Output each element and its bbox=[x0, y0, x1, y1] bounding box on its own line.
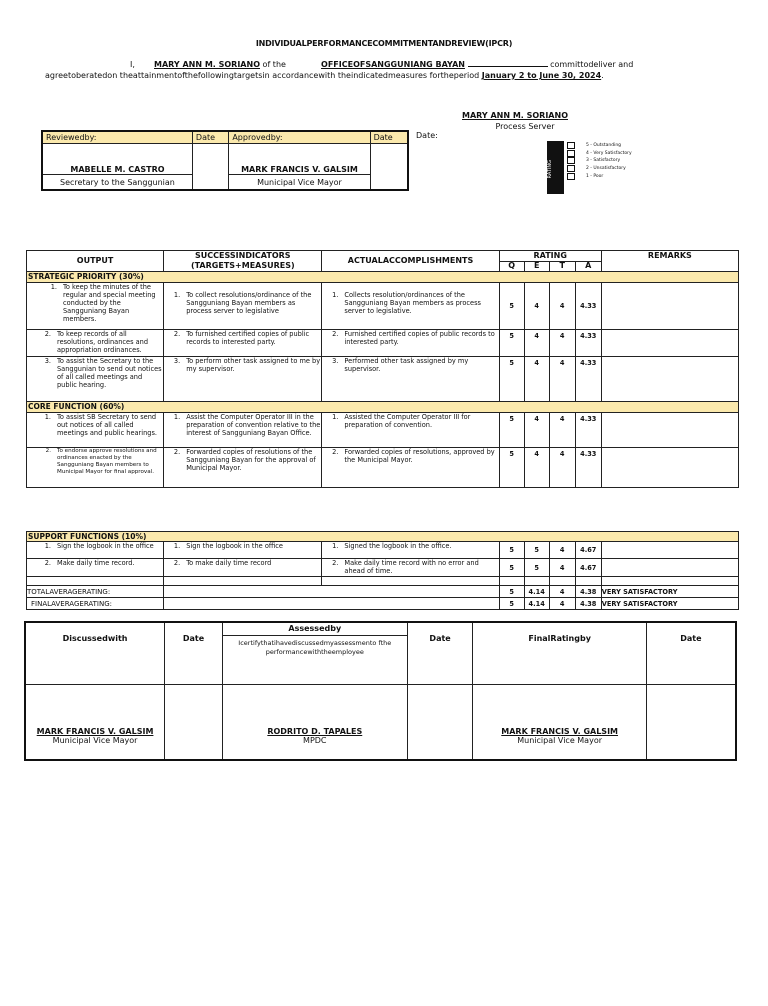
header-e: E bbox=[524, 261, 549, 272]
employee-date-label: Date: bbox=[416, 131, 438, 140]
final-rating-name: MARK FRANCIS V. GALSIM bbox=[501, 727, 619, 736]
reviewer-name: MABELLE M. CASTRO bbox=[42, 144, 192, 175]
table-row: 1. Sign the logbook in the office 1. Sign the logbook in the office 1. Signed the logbook in the office. 5 5 4 4.67 bbox=[27, 542, 739, 559]
final-date-label: Date bbox=[646, 622, 736, 685]
assessed-note: Icertifythatihavediscussedmyassessmento fthe performancewiththeemployee bbox=[238, 639, 392, 656]
total-average-label: TOTALAVERAGERATING: bbox=[27, 586, 164, 598]
table-row: 2. To keep records of all resolutions, ordinances and appropriation ordinances. 2. To furnished certified copies of public records to interested party. 2. Furnished certified copies of public records to interested party. 5 4 4 4.33 bbox=[27, 330, 739, 357]
support-section-label: SUPPORT FUNCTIONS (10%) bbox=[27, 532, 739, 542]
rating-scale-legend bbox=[567, 142, 632, 180]
header-actual-accomplishments: ACTUALACCOMPLISHMENTS bbox=[322, 251, 499, 272]
strategic-section-label: STRATEGIC PRIORITY (30%) bbox=[27, 272, 739, 283]
discussed-with-position: Municipal Vice Mayor bbox=[52, 736, 138, 745]
intro-i: I, bbox=[130, 60, 135, 69]
discussed-with-label: Discussedwith bbox=[25, 622, 165, 685]
final-average-label: FINALAVERAGERATING: bbox=[27, 598, 164, 610]
reviewed-by-label: Reviewedby: bbox=[42, 131, 192, 144]
assessed-date-label: Date bbox=[407, 622, 473, 685]
support-functions-table bbox=[26, 531, 739, 610]
intro-commit: committodeliver and bbox=[550, 60, 634, 69]
intro-text: agreetoberatedon theattainmentofthefollowingtargetsin accordancewith theindicatedmeasures fortheperiod bbox=[45, 71, 480, 80]
checkbox-icon bbox=[567, 165, 575, 172]
employee-name: MARY ANN M. SORIANO bbox=[462, 111, 568, 120]
final-remarks: VERY SATISFACTORY bbox=[601, 598, 738, 610]
approver-name: MARK FRANCIS V. GALSIM bbox=[229, 144, 370, 175]
total-average-row: TOTALAVERAGERATING: 5 4.14 4 4.38 VERY SATISFACTORY bbox=[27, 586, 739, 598]
header-success-indicators: SUCCESSINDICATORS (TARGETS+MEASURES) bbox=[164, 251, 322, 272]
intro-of-the: of the bbox=[262, 60, 286, 69]
header-t: T bbox=[549, 261, 575, 272]
rating-scale-item: 5 - Outstanding bbox=[567, 142, 632, 150]
header-remarks: REMARKS bbox=[601, 251, 738, 262]
discussed-with-name: MARK FRANCIS V. GALSIM bbox=[36, 727, 154, 736]
assessed-by-label: Assessedby bbox=[223, 623, 407, 636]
core-section-label: CORE FUNCTION (60%) bbox=[27, 402, 739, 413]
discussed-date-label: Date bbox=[165, 622, 223, 685]
table-row bbox=[27, 577, 739, 586]
employee-position: Process Server bbox=[495, 122, 555, 131]
reviewer-position: Secretary to the Sanggunian bbox=[42, 175, 192, 191]
checkbox-icon bbox=[567, 157, 575, 164]
review-date-cell bbox=[192, 144, 228, 191]
assessed-by-position: MPDC bbox=[303, 736, 327, 745]
rating-scale-item: 2 - Unsatisfactory bbox=[567, 165, 632, 173]
assessed-by-name: RODRITO D. TAPALES bbox=[267, 727, 363, 736]
employee-name-inline: MARY ANN M. SORIANO bbox=[154, 60, 260, 69]
office-name: OFFICEOFSANGGUNIANG BAYAN bbox=[321, 60, 465, 69]
rating-scale-item: 3 - Satisfactory bbox=[567, 157, 632, 165]
review-approval-table bbox=[41, 130, 409, 191]
approve-date-label: Date bbox=[370, 131, 408, 144]
header-q: Q bbox=[499, 261, 524, 272]
header-a: A bbox=[575, 261, 601, 272]
table-row: 2. To endorse approve resolutions and ordinances enacted by the Sangguniang Bayan members to Municipal Mayor for final approval. 2. Forwarded copies of resolutions of the Sangguniang Bayan for the approval of Municipal Mayor. 2. Forwarded copies of resolutions, approved by the Municipal Mayor. 5 4 4 4.33 bbox=[27, 448, 739, 488]
approved-by-label: Approvedby: bbox=[229, 131, 370, 144]
header-output: OUTPUT bbox=[27, 251, 164, 272]
checkbox-icon bbox=[567, 150, 575, 157]
document-title: INDIVIDUALPERFORMANCECOMMITMENTANDREVIEW(IPCR) bbox=[255, 39, 513, 48]
approve-date-cell bbox=[370, 144, 408, 191]
final-average-row: FINALAVERAGERATING: 5 4.14 4 4.38 VERY SATISFACTORY bbox=[27, 598, 739, 610]
table-row: 1. To keep the minutes of the regular and special meeting conducted by the Sangguniang Bayan members. 1. To collect resolutions/ordinance of the Sangguniang Bayan members as process server to legislative 1. Collects resolution/ordinances of the Sangguniang Bayan members as process server to legislative. 5 4 4 4.33 bbox=[27, 283, 739, 330]
header-rating: RATING bbox=[499, 251, 601, 262]
rating-scale-item: 1 - Poor bbox=[567, 172, 632, 180]
signatures-table bbox=[24, 621, 737, 761]
checkbox-icon bbox=[567, 142, 575, 149]
final-rating-by-label: FinalRatingby bbox=[473, 622, 646, 685]
checkbox-icon bbox=[567, 173, 575, 180]
rating-scale-item: 4 - Very Satisfactory bbox=[567, 150, 632, 158]
intro-line-2 bbox=[45, 71, 604, 80]
final-rating-position: Municipal Vice Mayor bbox=[517, 736, 603, 745]
period-end: . bbox=[601, 71, 604, 80]
performance-table bbox=[26, 250, 739, 488]
approver-position: Municipal Vice Mayor bbox=[229, 175, 370, 191]
table-row: 1. To assist SB Secretary to send out notices of all called meetings and public hearings. 1. Assist the Computer Operator III in the preparation of convention relative to the interest of Sangguniang Bayan Office. 1. Assisted the Computer Operator III for preparation of convention. 5 4 4 4.33 bbox=[27, 413, 739, 448]
rating-period: January 2 to June 30, 2024 bbox=[481, 71, 602, 80]
intro-line-1 bbox=[130, 60, 633, 69]
table-row: 3. To assist the Secretary to the Sanggunian to send out notices of all called meetings and public hearing. 3. To perform other task assigned to me by my supervisor. 3. Performed other task assigned by my supervisor. 5 4 4 4.33 bbox=[27, 357, 739, 402]
total-remarks: VERY SATISFACTORY bbox=[601, 586, 738, 598]
rating-scale-label: RATING bbox=[547, 160, 553, 179]
table-row: 2. Make daily time record. 2. To make daily time record 2. Make daily time record with no error and ahead of time. 5 5 4 4.67 bbox=[27, 559, 739, 577]
review-date-label: Date bbox=[192, 131, 228, 144]
